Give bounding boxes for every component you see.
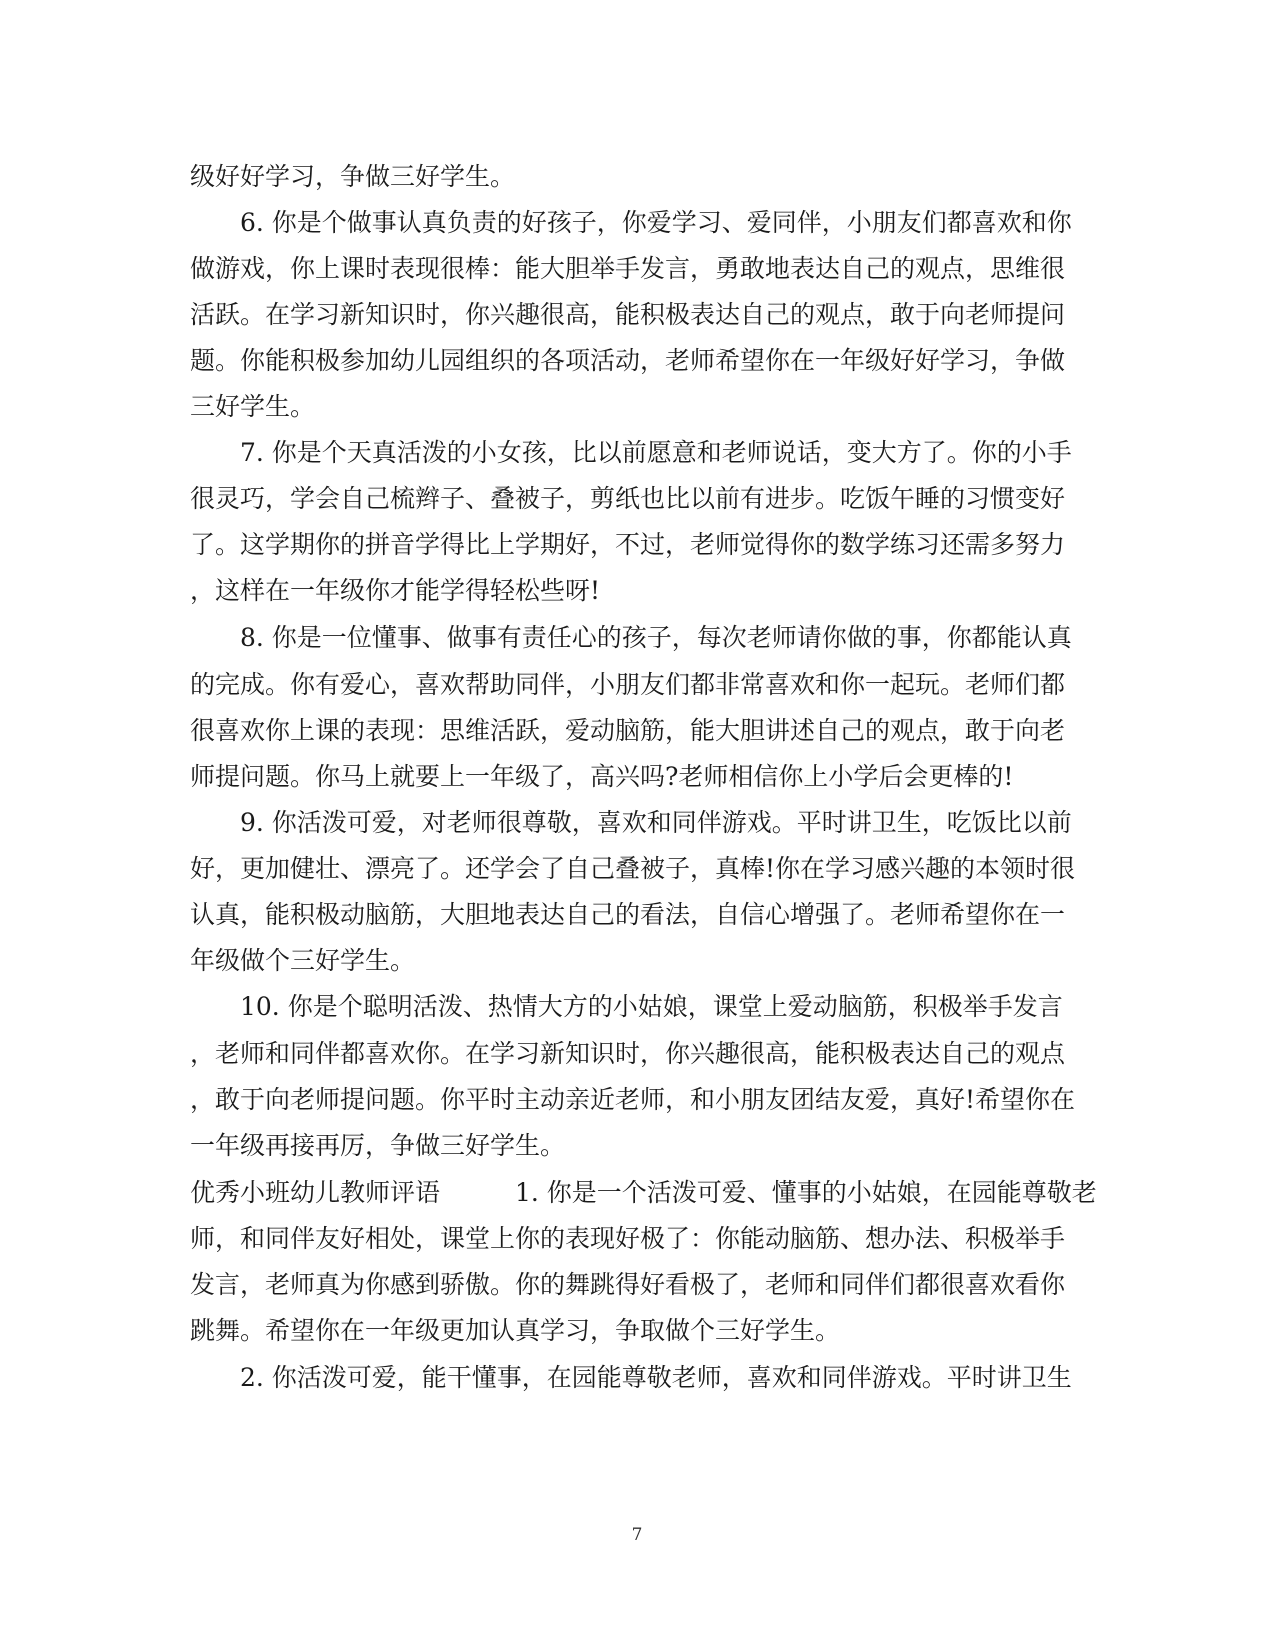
text-line: ，这样在一年级你才能学得轻松些呀!: [190, 576, 601, 605]
page-number: 7: [631, 1525, 643, 1545]
text-line: 一年级再接再厉，争做三好学生。: [190, 1131, 566, 1160]
text-line: 题。你能积极参加幼儿园组织的各项活动，老师希望你在一年级好好学习，争做: [190, 346, 1066, 375]
text-line: 9. 你活泼可爱，对老师很尊敬，喜欢和同伴游戏。平时讲卫生，吃饭比以前: [240, 808, 1072, 837]
text-line: 级好好学习，争做三好学生。: [190, 162, 516, 191]
text-line: 很喜欢你上课的表现：思维活跃，爱动脑筋，能大胆讲述自己的观点，敢于向老: [190, 716, 1066, 745]
text-line: 优秀小班幼儿教师评语 1. 你是一个活泼可爱、懂事的小姑娘，在园能尊敬老: [190, 1178, 1097, 1207]
text-line: 6. 你是个做事认真负责的好孩子，你爱学习、爱同伴，小朋友们都喜欢和你: [240, 208, 1072, 237]
text-line: ，老师和同伴都喜欢你。在学习新知识时，你兴趣很高，能积极表达自己的观点: [190, 1039, 1066, 1068]
text-line: 发言，老师真为你感到骄傲。你的舞跳得好看极了，老师和同伴们都很喜欢看你: [190, 1270, 1066, 1299]
text-line: 做游戏，你上课时表现很棒：能大胆举手发言，勇敢地表达自己的观点，思维很: [190, 254, 1066, 283]
text-line: 的完成。你有爱心，喜欢帮助同伴，小朋友们都非常喜欢和你一起玩。老师们都: [190, 670, 1066, 699]
text-line: ，敢于向老师提问题。你平时主动亲近老师，和小朋友团结友爱，真好!希望你在: [190, 1085, 1076, 1114]
text-line: 2. 你活泼可爱，能干懂事，在园能尊敬老师，喜欢和同伴游戏。平时讲卫生: [240, 1363, 1072, 1392]
text-line: 好，更加健壮、漂亮了。还学会了自己叠被子，真棒!你在学习感兴趣的本领时很: [190, 854, 1076, 883]
text-line: 8. 你是一位懂事、做事有责任心的孩子，每次老师请你做的事，你都能认真: [240, 623, 1072, 652]
text-line: 10. 你是个聪明活泼、热情大方的小姑娘，课堂上爱动脑筋，积极举手发言: [240, 992, 1063, 1021]
text-line: 师提问题。你马上就要上一年级了，高兴吗?老师相信你上小学后会更棒的!: [190, 762, 1014, 791]
text-line: 认真，能积极动脑筋，大胆地表达自己的看法，自信心增强了。老师希望你在一: [190, 900, 1066, 929]
text-line: 年级做个三好学生。: [190, 946, 416, 975]
text-line: 很灵巧，学会自己梳辫子、叠被子，剪纸也比以前有进步。吃饭午睡的习惯变好: [190, 484, 1066, 513]
text-line: 师，和同伴友好相处，课堂上你的表现好极了：你能动脑筋、想办法、积极举手: [190, 1224, 1066, 1253]
text-line: 7. 你是个天真活泼的小女孩，比以前愿意和老师说话，变大方了。你的小手: [240, 438, 1072, 467]
text-line: 跳舞。希望你在一年级更加认真学习，争取做个三好学生。: [190, 1316, 841, 1345]
text-line: 了。这学期你的拼音学得比上学期好，不过，老师觉得你的数学练习还需多努力: [190, 530, 1066, 559]
text-line: 三好学生。: [190, 392, 316, 421]
text-line: 活跃。在学习新知识时，你兴趣很高，能积极表达自己的观点，敢于向老师提问: [190, 300, 1066, 329]
